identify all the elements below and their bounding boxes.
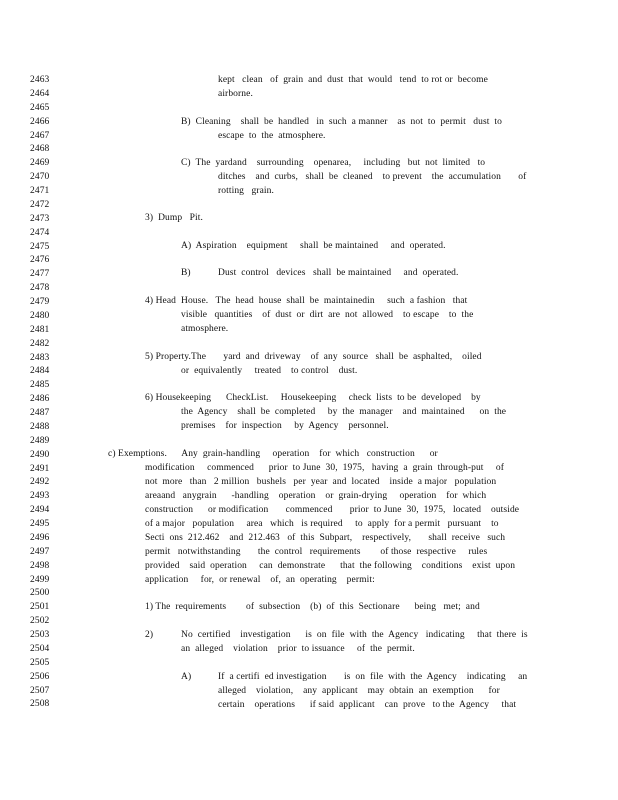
text-line: visible quantities of dust or dirt are not allowed to escape to the [181,310,474,320]
line-number: 2505 [30,657,50,668]
text-line: construction or modification commenced prior to June 30, 1975, located outside [145,505,520,515]
line-number: 2479 [30,297,50,307]
line-number: 2465 [30,102,50,113]
text-line: 6) Housekeeping CheckList. Housekeeping check lists to be developed by [145,393,481,403]
text-line: permit notwithstanding the control requirements of those respective rules [145,547,488,557]
text-line: C) The yardand surrounding openarea, including but not limited to [181,158,486,168]
text-line: rotting grain. [218,186,274,196]
text-line: escape to the atmosphere. [218,131,326,141]
item-marker: B) [181,268,191,278]
line-number: 2489 [30,435,50,446]
line-number: 2485 [30,380,50,391]
item-marker: 2) [145,630,154,640]
text-line: the Agency shall be completed by the manager and maintained on the [181,407,507,417]
line-number: 2500 [30,588,50,599]
text-line: kept clean of grain and dust that would tend to rot or become [218,75,488,85]
line-number: 2497 [30,546,50,557]
line-number: 2493 [30,491,50,502]
text-line: c) Exemptions. Any grain-handling operation for which construction or [108,449,438,459]
line-number: 2470 [30,172,50,183]
line-number: 2488 [30,421,50,432]
line-number: 2469 [30,158,50,169]
line-number: 2464 [30,88,50,99]
text-line: an alleged violation prior to issuance of the permit. [181,644,415,654]
line-number: 2486 [30,394,50,405]
text-line: alleged violation, any applicant may obtain an exemption for [218,686,500,696]
line-number: 2503 [30,630,50,640]
line-number: 2491 [30,463,50,474]
text-line: No certified investigation is on file with the Agency indicating that there is [181,630,528,640]
line-number: 2480 [30,310,50,321]
text-line: Secti ons 212.462 and 212.463 of this Subpart, respectively, shall receive such [145,533,506,543]
line-number: 2471 [30,186,50,196]
line-number: 2507 [30,685,50,696]
line-number: 2495 [30,519,50,529]
line-number: 2466 [30,116,50,127]
line-number: 2490 [30,449,50,460]
text-line: 1) The requirements of subsection (b) of this Sectionare being met; and [145,602,480,612]
text-line: or equivalently treated to control dust. [181,366,358,376]
line-number: 2492 [30,477,50,488]
line-number: 2472 [30,199,50,210]
line-number: 2499 [30,574,50,585]
line-number: 2467 [30,130,50,141]
line-number: 2468 [30,144,50,155]
text-line: premises for inspection by Agency personnel. [181,421,389,431]
line-number: 2483 [30,352,50,363]
item-marker: A) [181,672,192,682]
text-line: A) Aspiration equipment shall be maintained and operated. [181,241,446,251]
section-heading: 3) Dump Pit. [145,213,203,223]
line-number: 2508 [30,699,50,710]
line-number: 2478 [30,283,50,294]
line-number: 2494 [30,505,50,516]
text-line: 4) Head House. The head house shall be maintainedin such a fashion that [145,296,468,306]
text-line: If a certifi ed investigation is on file with the Agency indicating an [218,672,528,682]
text-line: application for, or renewal of, an operating permit: [145,575,375,585]
text-line: certain operations if said applicant can prove to the Agency that [218,700,517,710]
line-number: 2473 [30,213,50,224]
line-number: 2496 [30,532,50,543]
text-line: not more than 2 million bushels per year and located inside a major population [145,477,497,487]
text-line: Dust control devices shall be maintained and operated. [218,268,459,278]
text-line: of a major population area which is required to apply for a permit pursuant to [145,519,499,529]
text-line: 5) Property.The yard and driveway of any source shall be asphalted, oiled [145,352,482,362]
line-number: 2502 [30,616,50,627]
line-number: 2487 [30,408,50,418]
text-line: B) Cleaning shall be handled in such a manner as not to permit dust to [181,117,503,127]
text-line: airborne. [218,89,253,99]
line-number: 2475 [30,241,50,252]
text-line: areaand anygrain -handling operation or grain-drying operation for which [145,491,487,501]
text-line: ditches and curbs, shall be cleaned to prevent the accumulation of [218,172,527,182]
line-number: 2463 [30,75,50,85]
line-number: 2484 [30,366,50,377]
line-number: 2477 [30,269,50,280]
line-number: 2474 [30,227,50,238]
line-number: 2476 [30,255,50,266]
text-line: atmosphere. [181,324,229,334]
line-number: 2501 [30,602,50,613]
line-number: 2481 [30,324,50,335]
line-number: 2498 [30,560,50,571]
text-line: provided said operation can demonstrate that the following conditions exist upon [145,561,516,571]
line-number: 2504 [30,643,50,654]
line-number: 2482 [30,338,50,349]
text-line: modification commenced prior to June 30, 1975, having a grain through-put of [145,463,505,473]
line-number: 2506 [30,671,50,682]
